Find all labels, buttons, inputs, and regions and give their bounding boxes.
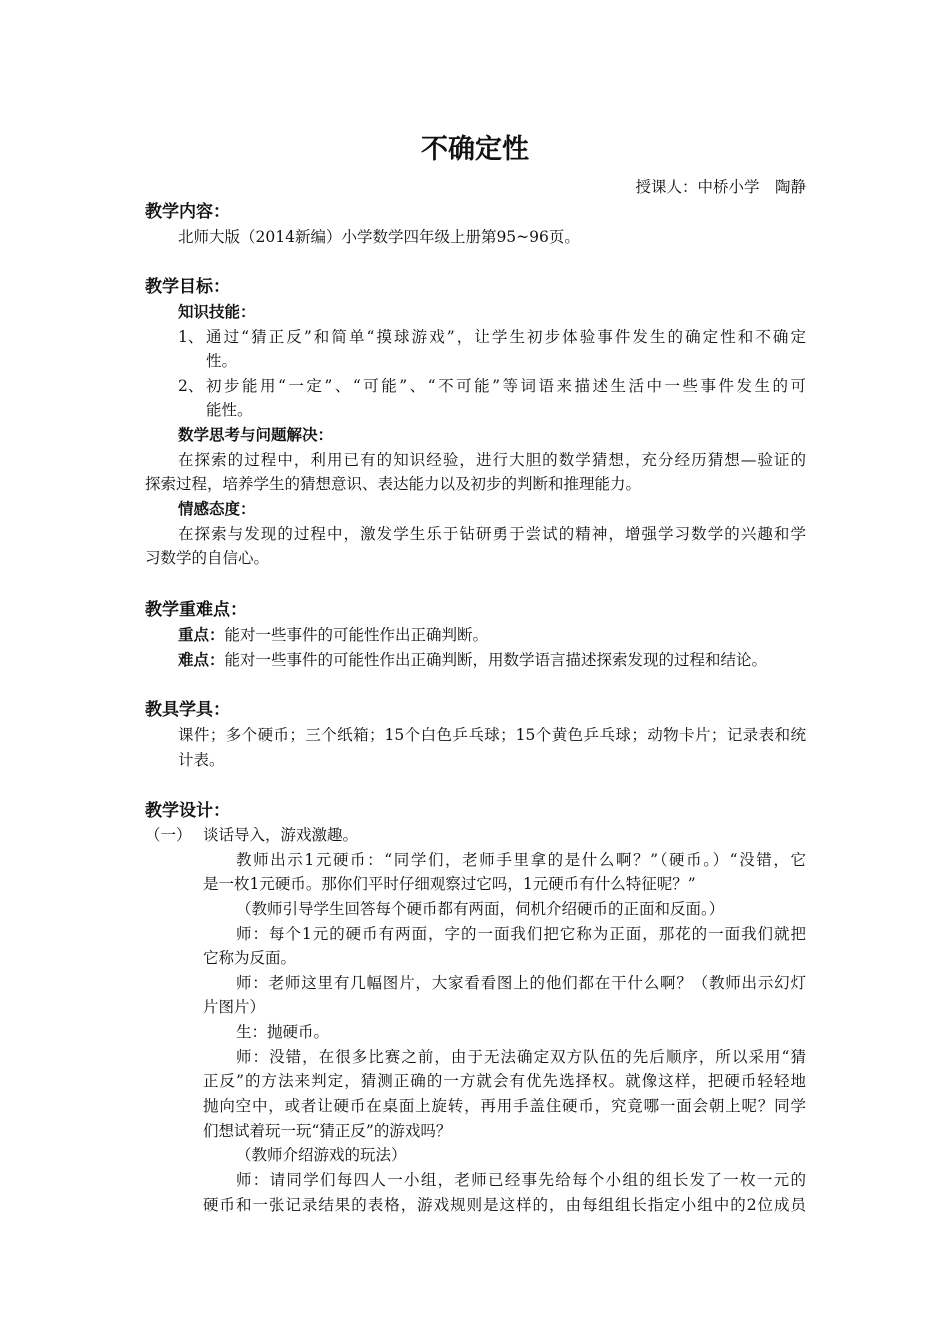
- list-number: 2、: [178, 377, 204, 395]
- part-title: 谈话导入，游戏激趣。: [203, 826, 359, 844]
- paragraph-line: 们想试着玩一玩“猜正反”的游戏吗？: [203, 1122, 452, 1140]
- difficult-point-label: 难点：: [178, 650, 225, 669]
- materials-line: 课件；多个硬币；三个纸箱；15个白色乒乓球；15个黄色乒乓球；动物卡片；记录表和统: [178, 726, 806, 744]
- document-title: 不确定性: [421, 134, 529, 165]
- paragraph-line: 抛向空中，或者让硬币在桌面上旋转，再用手盖住硬币，究竟哪一面会朝上呢？同学: [203, 1097, 806, 1115]
- paragraph-line: 是一枚1元硬币。那你们平时仔细观察过它吗，1元硬币有什么特征呢？”: [203, 875, 696, 893]
- paragraph-line: 探索过程，培养学生的猜想意识、表达能力以及初步的判断和推理能力。: [145, 475, 642, 493]
- heading-objectives: 教学目标：: [145, 277, 230, 297]
- list-item-text: 能性。: [206, 401, 253, 419]
- heading-content: 教学内容：: [145, 202, 230, 222]
- heading-key-points: 教学重难点：: [145, 600, 247, 620]
- paragraph-line: 教师出示1元硬币：“同学们，老师手里拿的是什么啊？”（硬币。）“没错，它: [236, 851, 806, 869]
- subheading-attitude: 情感态度：: [178, 499, 256, 518]
- heading-design: 教学设计：: [145, 801, 230, 821]
- heading-materials: 教具学具：: [145, 700, 230, 720]
- paragraph-line: 习数学的自信心。: [145, 549, 270, 567]
- paragraph-line: 正反”的方法来判定，猜测正确的一方就会有优先选择权。就像这样，把硬币轻轻地: [203, 1072, 806, 1090]
- key-point-label: 重点：: [178, 625, 225, 644]
- paragraph-line: （教师引导学生回答每个硬币都有两面，伺机介绍硬币的正面和反面。）: [236, 900, 725, 918]
- materials-line: 计表。: [178, 751, 225, 769]
- paragraph-line: （教师介绍游戏的玩法）: [236, 1146, 407, 1164]
- list-item-text: 性。: [206, 352, 238, 370]
- paragraph-line: 师：每个1元的硬币有两面，字的一面我们把它称为正面，那花的一面我们就把: [236, 925, 806, 943]
- subheading-thinking: 数学思考与问题解决：: [178, 425, 334, 444]
- paragraph-line: 生：抛硬币。: [236, 1023, 330, 1041]
- author-line: 授课人：中桥小学 陶静: [635, 178, 806, 196]
- difficult-point-text: 能对一些事件的可能性作出正确判断，用数学语言描述探索发现的过程和结论。: [224, 651, 768, 669]
- difficult-point: [178, 648, 767, 672]
- paragraph-line: 它称为反面。: [203, 949, 297, 967]
- key-point: [178, 623, 488, 647]
- paragraph-line: 硬币和一张记录结果的表格，游戏规则是这样的，由每组组长指定小组中的2位成员: [203, 1196, 806, 1214]
- content-text: 北师大版（2014新编）小学数学四年级上册第95~96页。: [178, 228, 580, 246]
- key-point-text: 能对一些事件的可能性作出正确判断。: [224, 626, 489, 644]
- paragraph-line: 师：老师这里有几幅图片，大家看看图上的他们都在干什么啊？（教师出示幻灯: [236, 974, 806, 992]
- paragraph-line: 在探索与发现的过程中，激发学生乐于钻研勇于尝试的精神，增强学习数学的兴趣和学: [178, 525, 806, 543]
- subheading-knowledge: 知识技能：: [178, 302, 256, 321]
- part-number: （一）: [145, 826, 192, 844]
- paragraph-line: 师：请同学们每四人一小组，老师已经事先给每个小组的组长发了一枚一元的: [236, 1171, 806, 1189]
- list-item-text: 初步能用“一定”、“可能”、“不可能”等词语来描述生活中一些事件发生的可: [206, 377, 806, 395]
- list-number: 1、: [178, 328, 204, 346]
- paragraph-line: 师：没错，在很多比赛之前，由于无法确定双方队伍的先后顺序，所以采用“猜: [236, 1048, 806, 1066]
- paragraph-line: 在探索的过程中，利用已有的知识经验，进行大胆的数学猜想，充分经历猜想—验证的: [178, 451, 806, 469]
- list-item-text: 通过“猜正反”和简单“摸球游戏”，让学生初步体验事件发生的确定性和不确定: [206, 328, 806, 346]
- paragraph-line: 片图片）: [203, 998, 266, 1016]
